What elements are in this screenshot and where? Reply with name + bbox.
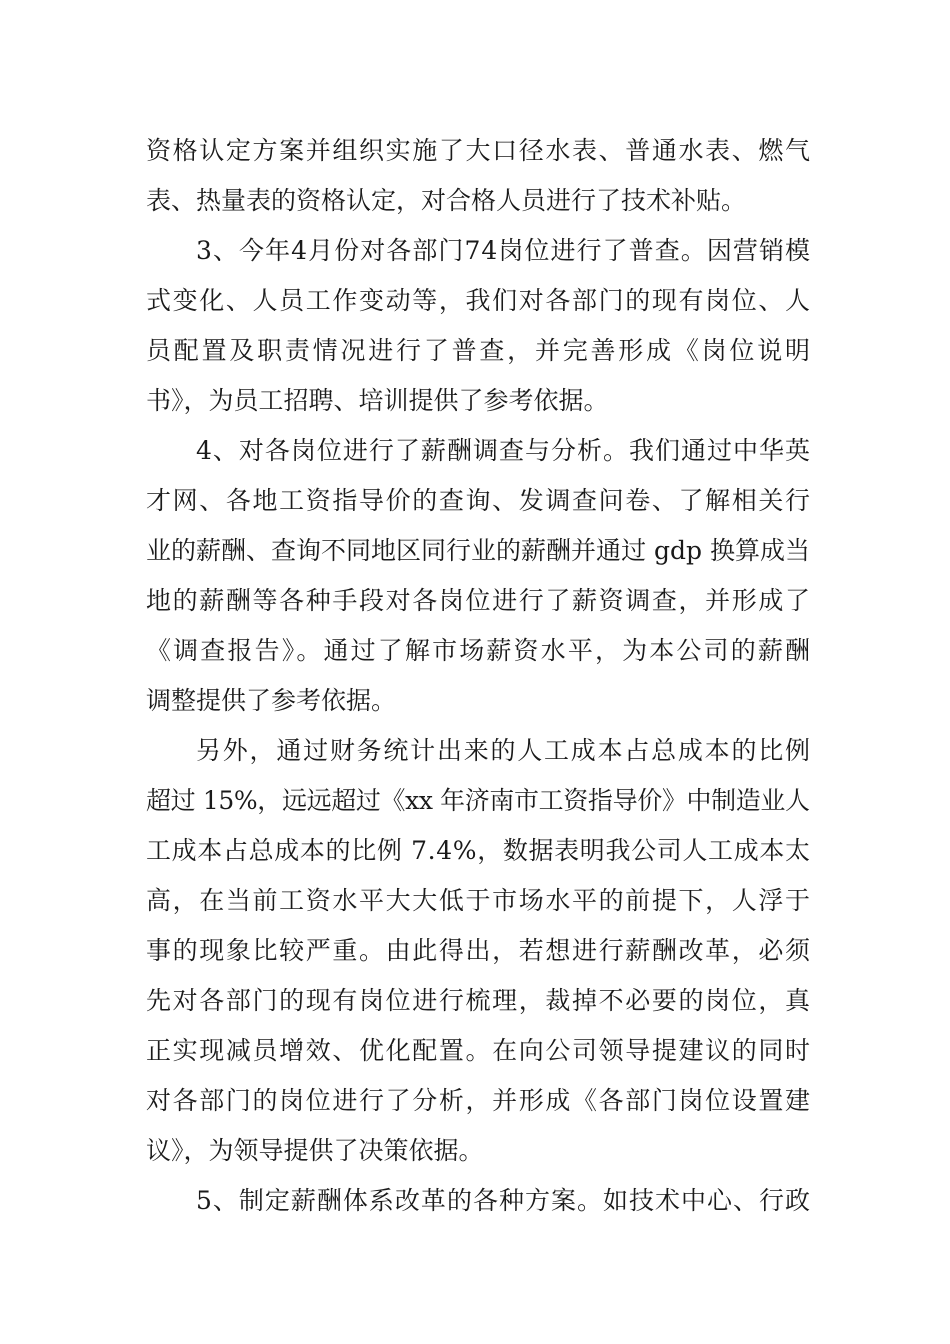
text-line (146, 1126, 810, 1176)
text-line (146, 726, 810, 776)
text-line (146, 126, 810, 176)
text-line (146, 476, 810, 526)
line-text: 议》，为领导提供了决策依据。 (146, 1136, 484, 1165)
line-text: 调整提供了参考依据。 (146, 686, 397, 715)
line-text: 5、制定薪酬体系改革的各种方案。如技术中心、行政 (196, 1186, 811, 1215)
line-text: 地的薪酬等各种手段对各岗位进行了薪资调查，并形成了 (146, 586, 812, 615)
line-text: 业的薪酬、查询不同地区同行业的薪酬并通过 gdp 换算成当 (146, 536, 811, 565)
line-text: 先对各部门的现有岗位进行梳理，裁掉不必要的岗位，真 (146, 986, 812, 1015)
line-text: 事的现象比较严重。由此得出，若想进行薪酬改革，必须 (146, 936, 812, 965)
line-text: 书》，为员工招聘、培训提供了参考依据。 (146, 386, 609, 415)
text-line (146, 1176, 810, 1226)
line-text: 工成本占总成本的比例 7.4%，数据表明我公司人工成本太 (146, 836, 811, 865)
line-text: 才网、各地工资指导价的查询、发调查问卷、了解相关行 (146, 486, 812, 515)
text-line (146, 176, 810, 226)
text-line (146, 526, 810, 576)
line-text: 对各部门的岗位进行了分析，并形成《各部门岗位设置建 (146, 1086, 812, 1115)
text-line (146, 676, 810, 726)
line-text: 3、今年4月份对各部门74岗位进行了普查。因营销模 (196, 236, 812, 265)
line-text: 员配置及职责情况进行了普查，并完善形成《岗位说明 (146, 336, 813, 365)
line-text: 资格认定方案并组织实施了大口径水表、普通水表、燃气 (146, 136, 812, 165)
document-body (146, 126, 813, 1226)
line-text: 正实现减员增效、优化配置。在向公司领导提建议的同时 (146, 1036, 812, 1065)
text-line (146, 1026, 810, 1076)
text-line (146, 626, 813, 676)
line-text: 《调查报告》。通过了解市场薪资水平，为本公司的薪酬 (146, 636, 813, 665)
text-line (146, 1076, 810, 1126)
text-line (146, 426, 810, 476)
line-text: 另外，通过财务统计出来的人工成本占总成本的比例 (196, 736, 812, 765)
line-text: 表、热量表的资格认定，对合格人员进行了技术补贴。 (146, 186, 747, 215)
text-line (146, 376, 810, 426)
text-line (146, 226, 810, 276)
text-line (146, 576, 810, 626)
text-line (146, 276, 810, 326)
text-line (146, 926, 810, 976)
text-line (146, 326, 813, 376)
text-line (146, 776, 810, 826)
line-text: 超过 15%，远远超过《xx 年济南市工资指导价》中制造业人 (146, 786, 810, 815)
line-text: 4、对各岗位进行了薪酬调查与分析。我们通过中华英 (196, 436, 811, 465)
text-line (146, 976, 810, 1026)
line-text: 式变化、人员工作变动等，我们对各部门的现有岗位、人 (146, 286, 812, 315)
text-line (146, 826, 810, 876)
text-line (146, 876, 810, 926)
line-text: 高，在当前工资水平大大低于市场水平的前提下，人浮于 (146, 886, 812, 915)
